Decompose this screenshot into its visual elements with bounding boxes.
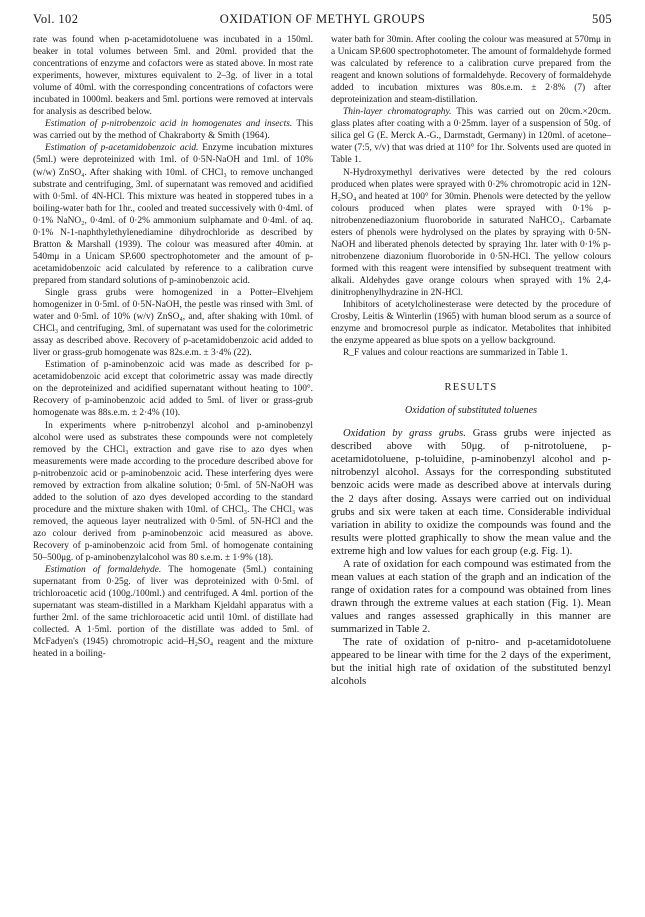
paragraph-text: Enzyme incubation mixtures (5ml.) were deproteinized with 1ml. of 0·5N-NaOH and 1ml. of 10% (w/w) ZnSO₄. After shaking with 10ml. of CHCl₃ to remove unchanged substrate and centrifuging, 3ml. of supernatant was removed and acidified with 0·5ml. of 4N-HCl. This mixture was heated in stoppered tubes in a boiling-water bath for 1hr., cooled and treated successively with 0·4ml. of 0·1% NaNO₂, 0·4ml. of 0·2% ammonium sulphamate and 0·4ml. of aq. 0·1% N-1-naphthylethylenediamine dihydrochloride as described by Bratton & Marshall (1939). The colour was measured after 40min. at 540mμ in a Unicam SP.600 spectrophotometer and the amount of p-acetamidobenzoic acid calculated by reference to a calibration curve prepared from standard solutions of p-aminobenzoic acid. — [33, 143, 313, 286]
running-title: OXIDATION OF METHYL GROUPS — [219, 12, 426, 26]
paragraph-text: Grass grubs were injected as described above with 50μg. of p-nitrotoluene, p-acetamidotoluene, p-toluidine, p-aminobenzyl alcohol and p-nitrobenzyl alcohol. Assays for the corresponding substituted benzoic acids were made as described above at intervals during the 2 days after dosing. Assays were carried out on individual grubs and six were taken at each time. Considerable individual variation in ability to oxidize the compounds was found and the results were plotted graphically to show the mean value and the extreme high and low values for each group (e.g. Fig. 1). — [331, 428, 611, 557]
paragraph — [331, 34, 611, 106]
paragraph-text: Inhibitors of acetylcholinesterase were detected by the procedure of Crosby, Leitis & Winterlin (1965) with human blood serum as a source of enzyme and bromocresol purple as indicator. Metabolites that inhibited the enzyme appeared as blue spots on a yellow background. — [331, 300, 611, 347]
run-in-heading: Estimation of p-acetamidobenzoic acid. — [45, 143, 199, 154]
paragraph — [33, 34, 313, 118]
run-in-heading: Estimation of formaldehyde. — [45, 565, 162, 576]
paragraph — [331, 106, 611, 166]
right-column — [331, 34, 611, 688]
paragraph-text: This was carried out by the method of Chakraborty & Smith (1964). — [33, 119, 314, 142]
paragraph — [331, 347, 611, 359]
paragraph-text: In experiments where p-nitrobenzyl alcohol and p-aminobenzyl alcohol were used as substrates these compounds were not completely removed by the CHCl₃ extraction and gave rise to azo dyes when measurements were made according to the procedure described above for p-nitrobenzoic acid or p-aminobenzoic acid. These interfering dyes were removed by extraction from alkaline solution; 0·5ml. of 5N-NaOH was added to the solution of azo dyes developed according to the standard procedure and the mixture shaken with 10ml. of CHCl₃. The CHCl₃ was removed, the aqueous layer neutralized with 0·5ml. of 5N-HCl and the azo colour derived from p-aminobenzoic acid measured as above. Recovery of p-aminobenzoic acid from 5ml. of homogenate containing 50–500μg. of p-aminobenzylalcohol was 80 s.e.m. ± 1·9% (18). — [33, 420, 313, 564]
paragraph — [331, 299, 611, 347]
running-head — [33, 12, 612, 34]
results-heading: RESULTS — [444, 382, 498, 394]
paragraph — [33, 118, 313, 142]
paragraph-text: The homogenate (5ml.) containing supernatant from 0·25g. of liver was deproteinized with 0·5ml. of trichloroacetic acid (100g./100ml.) and centrifuged. A 4ml. portion of the supernatant was steam-distilled in a Markham Kjeldahl apparatus with a further 2ml. of the same trichloroacetic acid until 10ml. of distillate had collected. A 1·5ml. portion of the distillate was added to 5ml. of McFadyen's (1945) chromotropic acid–H₂SO₄ reagent and the mixture heated in a boiling- — [33, 565, 313, 660]
paragraph-text: This was carried out on 20cm.×20cm. glass plates after coating with a 0·25mm. layer of a suspension of 50g. of silica gel G (E. Merck A.-G., Darmstadt, Germany) in 120ml. of acetone–water (7:5, v/v) that was dried at 110° for 1hr. Solvents used are quoted in Table 1. — [331, 107, 611, 166]
paragraph — [33, 287, 313, 359]
results-text — [331, 427, 611, 688]
paragraph — [331, 167, 611, 300]
results-subheading: Oxidation of substituted toluenes — [405, 405, 537, 417]
paragraph — [33, 359, 313, 419]
paragraph-text: N-Hydroxymethyl derivatives were detected by the red colours produced when plates were sprayed with 0·2% chromotropic acid in 12N-H₂SO₄ and heated at 100° for 30min. Phenols were detected by the yellow colours produced when plates were sprayed with 0·1% p-nitrobenzenediazonium fluoroboride in saturated NaHCO₃. Carbamate esters of phenols were hydrolysed on the plates by spraying with 0·5N-NaOH and liberated phenols detected by spraying 1hr. later with 0·1% p-nitrobenzene diazonium fluoroboride in 0·5N-HCl. The yellow colours formed with this reagent were intensified by subsequent treatment with alkali. Aldehydes gave orange colours when sprayed with 1% 2,4-dinitrophenylhydrazine in 2N-HCl. — [331, 167, 611, 298]
paragraph-text: A rate of oxidation for each compound was estimated from the mean values at each station of the graph and an indication of the range of oxidation rates for a compound was obtained from lines drawn through the extreme values at each station (Fig. 1). Mean values and ranges assessed graphically in this manner are summarized in Table 2. — [331, 558, 611, 635]
paragraph — [331, 558, 611, 636]
run-in-heading: Estimation of p-nitrobenzoic acid in homogenates and insects. — [45, 119, 293, 130]
run-in-heading: Thin-layer chromatography. — [343, 107, 452, 118]
paragraph-text: water bath for 30min. After cooling the colour was measured at 570mμ in a Unicam SP.600 spectrophotometer. The amount of formaldehyde formed was calculated by reference to a calibration curve prepared from the reagent and known solutions of formaldehyde. Recovery of formaldehyde added to incubation mixtures was 80s.e.m. ± 2·8% (7) after deproteinization and steam-distillation. — [331, 35, 611, 106]
paragraph-text: rate was found when p-acetamidotoluene was incubated in a 150ml. beaker in total volumes between 5ml. and 20ml. provided that the concentrations of enzyme and cofactors were as stated above. In most rate experiments, however, mixtures equivalent to 2–3g. of liver in a total volume of 40ml. with the corresponding concentrations of cofactors were incubated in 1000ml. beakers and 5ml. portions were removed at intervals for analysis as described below. — [33, 35, 313, 118]
paragraph — [33, 142, 313, 287]
page-number: 505 — [592, 12, 612, 26]
paragraph — [331, 636, 611, 688]
paragraph-text: R_F values and colour reactions are summarized in Table 1. — [343, 348, 568, 359]
paragraph-text: Single grass grubs were homogenized in a Potter–Elvehjem homogenizer in 0·5ml. of 0·5N-NaOH, the pestle was rinsed with 3ml. of water and 0·5ml. of 10% (w/v) ZnSO₄, and, after shaking with 10ml. of CHCl₃ and centrifuging, 3ml. of supernatant was used for the colorimetric assay as described above. Recovery of p-acetamidobenzoic acid added to liver or grass-grub homogenate was 82s.e.m. ± 3·4% (22). — [33, 287, 313, 359]
paragraph-text: Estimation of p-aminobenzoic acid was made as described for p-acetamidobenzoic acid except that colorimetric assay was made directly on the deproteinized and acidified supernatant without heating to 100°. Recovery of p-aminobenzoic acid added to 5ml. of liver or grass-grub homogenate was 88s.e.m. ± 2·4% (10). — [33, 360, 313, 419]
paragraph-text: The rate of oxidation of p-nitro- and p-acetamidotoluene appeared to be linear with time for the 2 days of the experiment, but the initial high rate of oxidation of the substituted benzyl alcohols — [331, 637, 611, 688]
paragraph — [331, 427, 611, 557]
paragraph — [33, 564, 313, 660]
methods-continued — [331, 34, 611, 359]
run-in-heading: Oxidation by grass grubs. — [343, 428, 466, 440]
left-column — [33, 34, 313, 660]
volume-label: Vol. 102 — [33, 12, 79, 26]
text-columns — [33, 34, 612, 904]
paragraph — [33, 420, 313, 565]
